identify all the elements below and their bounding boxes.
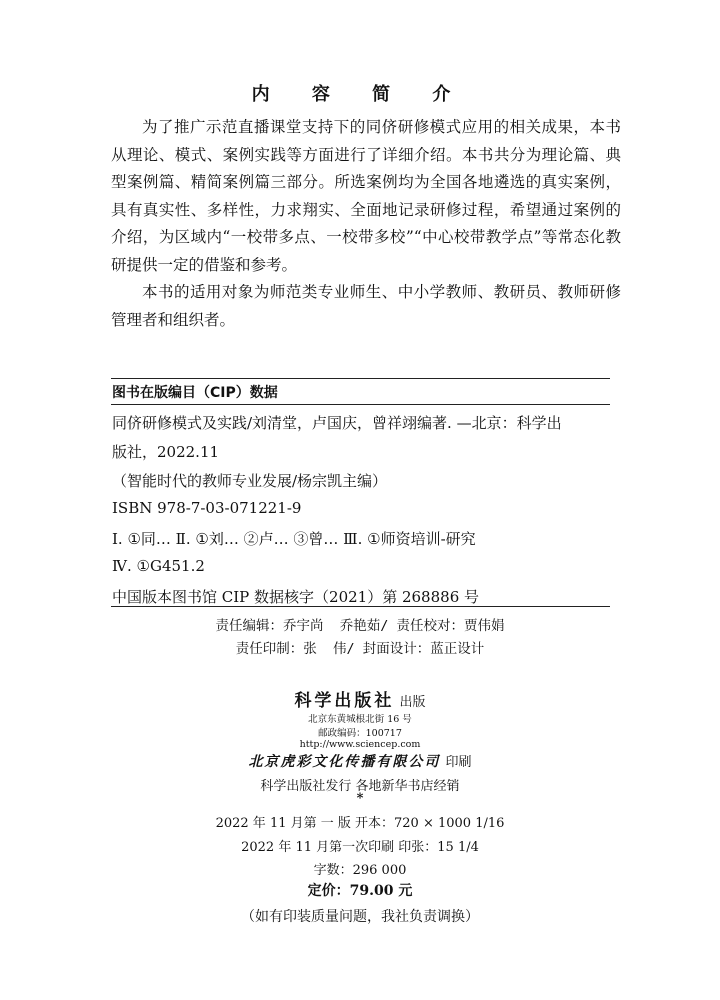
edition-info: 2022 年 11 月第 一 版 开本：720 × 1000 1/16 (215, 816, 505, 831)
price: 定价：79.00 元 (307, 883, 413, 899)
printer-name: 北京虎彩文化传播有限公司 (248, 754, 441, 770)
printer-suffix: 印刷 (445, 755, 472, 770)
cip-record-number: 中国版本图书馆 CIP 数据核字（2021）第 268886 号 (112, 588, 480, 606)
distribution: 科学出版社发行 各地新华书店经销 (260, 779, 460, 794)
cip-series: （智能时代的教师专业发展/杨宗凯主编） (112, 472, 388, 490)
publisher-name: 科学出版社 (294, 691, 395, 711)
print-credits: 责任印制：张 伟/ 封面设计：蓝正设计 (235, 641, 485, 657)
intro-paragraph: 本书的适用对象为师范类专业师生、中小学教师、教研员、教师研修管理者和组织者。 (111, 283, 621, 329)
intro-paragraph: 为了推广示范直播课堂支持下的同侪研修模式应用的相关成果，本书从理论、模式、案例实践等方面进行了详细介绍。本书共分为理论篇、典型案例篇、精简案例篇三部分。所选案例均为全国各地遴选的真实案例，具有真实性、多样性，力求翔实、全面地记录研修过程，希望通过案例的介绍，为区域内“一校带多点、一校带多校”“中心校带教学点”等常态化教研提供一定的借鉴和参考。 (111, 118, 621, 274)
printer-line (0, 751, 720, 771)
cip-classification: Ⅳ. ①G451.2 (112, 557, 205, 575)
editor-credits: 责任编辑：乔宇尚 乔艳茹/ 责任校对：贾伟娟 (215, 618, 505, 634)
separator-star: * (356, 791, 364, 806)
publisher-suffix: 出版 (399, 695, 426, 710)
publisher-postcode: 邮政编码：100717 (318, 728, 402, 739)
publisher-address: 北京东黄城根北街 16 号 (308, 714, 412, 725)
divider (111, 404, 610, 405)
cip-line: 版社，2022.11 (112, 443, 220, 461)
intro-title: 内 容 简 介 (251, 84, 469, 105)
cip-classification: Ⅰ. ①同… Ⅱ. ①刘… ②卢… ③曾… Ⅲ. ①师资培训-研究 (112, 530, 476, 548)
word-count: 字数：296 000 (313, 863, 407, 878)
publisher-line (0, 686, 720, 711)
cip-heading: 图书在版编目（CIP）数据 (112, 385, 278, 401)
printing-info: 2022 年 11 月第一次印刷 印张：15 1/4 (241, 840, 479, 855)
cip-isbn: ISBN 978-7-03-071221-9 (112, 499, 302, 517)
divider (111, 606, 610, 607)
cip-line: 同侪研修模式及实践/刘清堂，卢国庆，曾祥翊编著. —北京：科学出 (112, 414, 562, 432)
divider (111, 378, 610, 379)
publisher-website: http://www.sciencep.com (299, 739, 421, 750)
quality-note: （如有印装质量问题，我社负责调换） (241, 909, 479, 925)
intro-text (111, 114, 621, 334)
